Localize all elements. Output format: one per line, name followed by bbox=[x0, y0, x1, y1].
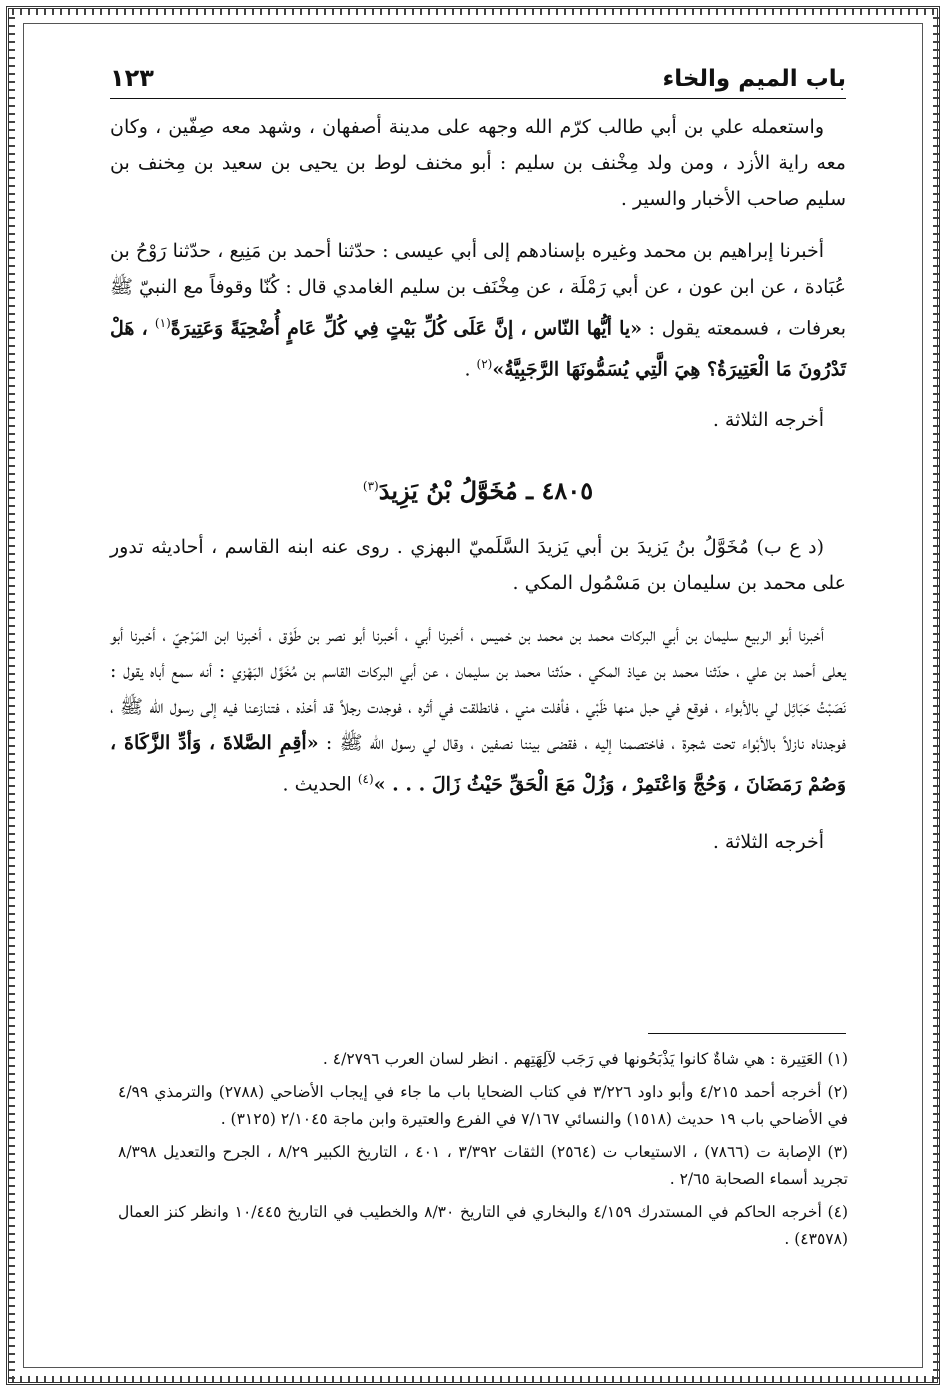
footnote-3: (٣) الإصابة ت (٧٨٦٦) ، الاستيعاب ت (٢٥٦٤) الثقات ٣/٣٩٢ ، ٤٠١ ، التاريخ الكبير ٨/٢٩ ، الجرح والتعديل ٨/٣٩٨ تجريد أسماء الصحابة ٢/٦٥ . bbox=[118, 1143, 848, 1188]
footnote-ref-3[interactable]: (٣) bbox=[362, 478, 379, 493]
takhrij-note-2: أخرجه الثلاثة . bbox=[712, 830, 824, 853]
footnote-ref-2[interactable]: (٢) bbox=[476, 357, 493, 372]
ornament-border-bottom bbox=[12, 1376, 936, 1382]
hadith-quote-1a: «يا أيُّها النّاس ، إنَّ عَلَى كُلِّ بَيْتٍ فِي كُلِّ عَامٍ أُضْحِيَةً وَعَتِيرَةً bbox=[170, 317, 643, 340]
main-text bbox=[110, 109, 846, 860]
footnote-separator bbox=[648, 1033, 846, 1034]
footnote-ref-4[interactable]: (٤) bbox=[357, 771, 374, 786]
hadith-quote-2: «أقِمِ الصَّلاةَ ، وَأدِّ الزَّكَاةَ ، وَصُمْ رَمَضَانَ ، وَحُجَّ وَاعْتَمِرْ ، وَزُلْ مَعَ الْحَقِّ حَيْثُ زَالَ . . . » bbox=[110, 731, 846, 795]
footnote-ref-1[interactable]: (١) bbox=[154, 316, 171, 330]
entry-heading bbox=[110, 468, 846, 509]
paragraph-2-end: . bbox=[464, 358, 477, 381]
footnote-4: (٤) أخرجه الحاكم في المستدرك ٤/١٥٩ والبخاري في التاريخ ٨/٣٠ والخطيب في التاريخ ١٠/٤٤٥ وانظر كنز العمال (٤٣٥٧٨) . bbox=[118, 1203, 848, 1248]
takhrij-note-1: أخرجه الثلاثة . bbox=[712, 408, 824, 431]
paragraph-2 bbox=[110, 233, 846, 388]
paragraph-5-end: الحديث . bbox=[282, 772, 358, 795]
hadith-quote-1b: ، هَلْ تَدْرُونَ مَا الْعَتِيرَةُ؟ هِيَ الَّتِي يُسَمُّونَهَا الرَّجَبِيَّةُ» bbox=[110, 317, 846, 381]
entry-title: ٤٨٠٥ ـ مُخَوَّلُ بْنُ يَزِيدَ bbox=[378, 475, 594, 505]
chapter-title: باب الميم والخاء bbox=[662, 66, 846, 92]
ornament-border-right bbox=[933, 12, 939, 1379]
footnote-2: (٢) أخرجه أحمد ٤/٢١٥ وأبو داود ٣/٢٢٦ في كتاب الضحايا باب ما جاء في إيجاب الأضاحي (٢٧٨٨) والترمذي ٤/٩٩ في الأضاحي باب ١٩ حديث (١٥١٨) والنسائي ٧/١٦٧ في الفرع والعتيرة وابن ماجة ٢/١٠٤٥ (٣١٢٥) . bbox=[118, 1083, 848, 1128]
running-header bbox=[110, 58, 846, 99]
paragraph-5-text: أخبرنا أبو الربيع سليمان بن أبي البركات محمد بن محمد بن خميس ، أخبرنا أبي ، أخبرنا أبو نصر بن طَوْق ، أخبرنا ابن المَرْجيّ ، أخبرنا أبو يعلى أحمد بن علي ، حدّثنا محمد بن عياذ المكي ، حدّثنا محمد بن سليمان ، عن أبي البركات القاسم بن مُخَوَّل البَهْزي : أنه سمع أباه يقول : نَصَبْتُ حَبَائِل لي بالأبواء ، فوقع في حبل منها ظَبْي ، فأفلت مني ، فانطلقت في أثره ، فوجدت رجلاً قد أخذه ، فتنازعنا فيه إلى رسول الله ﷺ ، فوجدناه نازلاً بالأبْواء تحت شجرة ، فاختصمنا إليه ، فقضى بيننا نصفين ، وقال لي رسول الله ﷺ : bbox=[110, 623, 846, 754]
ornament-border-left bbox=[9, 12, 15, 1379]
page-content bbox=[110, 58, 846, 879]
paragraph-5 bbox=[110, 617, 846, 802]
footnote-1: (١) العَتِيرة : هي شاةٌ كانوا يَذْبَحُونها في رَجَب لآلِهَتِهم . انظر لسان العرب ٤/٢٧٩٦ . bbox=[322, 1050, 848, 1068]
paragraph-1: واستعمله علي بن أبي طالب كرّم الله وجهه على مدينة أصفهان ، وشهد معه صِفّين ، وكان معه راية الأزد ، ومن ولد مِخْنف بن سليم : أبو مخنف لوط بن يحيى بن سعيد بن مِخنف بن سليم صاحب الأخبار والسير . bbox=[110, 116, 846, 210]
page-number: ١٢٣ bbox=[110, 64, 154, 92]
ornament-border-top bbox=[12, 9, 936, 15]
paragraph-4: (د ع ب) مُخَوَّلُ بنُ يَزيدَ بن أبي يَزيدَ السَّلَميّ البهزي . روى عنه ابنه القاسم ، أحاديثه تدور على محمد بن سليمان بن مَسْمُول المكي . bbox=[110, 535, 846, 594]
paragraph-2-text: أخبرنا إبراهيم بن محمد وغيره بإسنادهم إلى أبي عيسى : حدّثنا أحمد بن مَنِيع ، حدّثنا رَوْحُ بن عُبَادة ، عن ابن عون ، عن أبي رَمْلَة ، عن مِخْنَف بن سليم الغامدي قال : كُنّا وقوفاً مع النبيّ ﷺ بعرفات ، فسمعته يقول : bbox=[110, 240, 846, 340]
footnotes bbox=[118, 1046, 848, 1259]
